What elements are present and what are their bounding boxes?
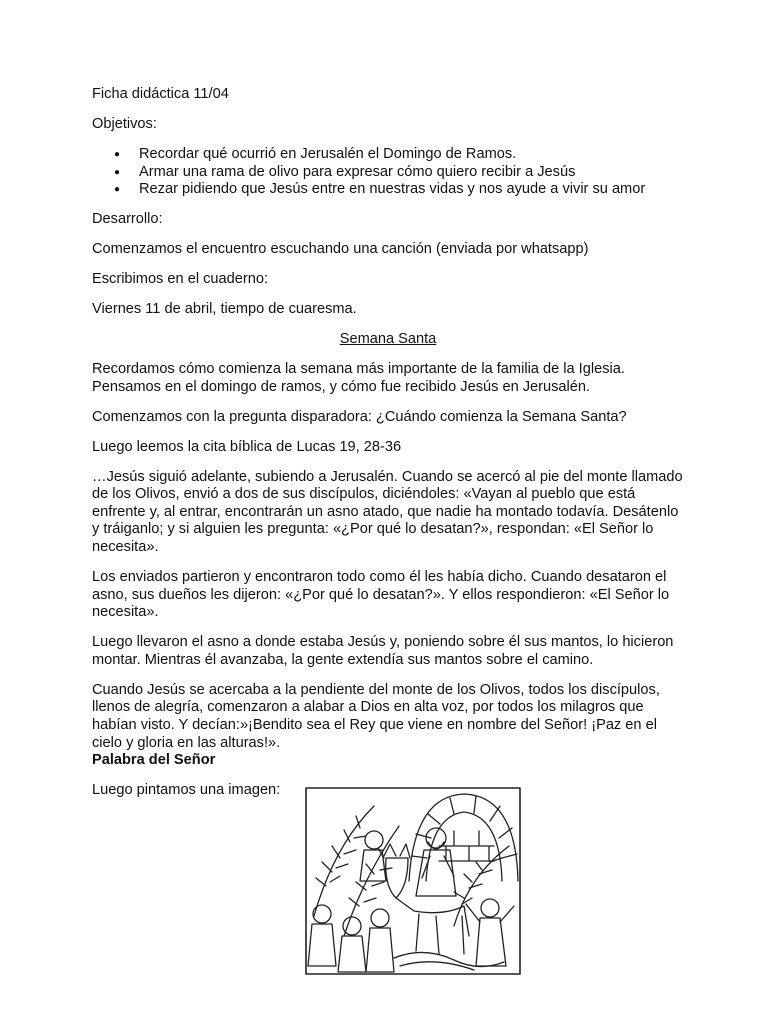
development-label: Desarrollo: <box>92 211 163 228</box>
document-title: Ficha didáctica 11/04 <box>92 86 229 102</box>
paragraph-song: Comenzamos el encuentro escuchando una canción (enviada por whatsapp) <box>92 241 589 258</box>
objectives-label: Objetivos: <box>92 115 157 132</box>
scripture-paragraph: …Jesús siguió adelante, subiendo a Jerusalén. Cuando se acercó al pie del monte llamado de los Olivos, envió a dos de sus discípulos, diciéndoles: «Vayan al pueblo que está enfrente y, al entrar, encontrarán un asno atado, que nadie ha montado todavía. Desátenlo y tráiganlo; y si alguien les pregunta: «¿Por qué lo desatan?», respondan: «El Señor lo necesita». <box>92 468 683 555</box>
section-title: Semana Santa <box>339 331 437 348</box>
paragraph-paint: Luego pintamos una imagen: <box>92 782 281 799</box>
paragraph-notebook: Escribimos en el cuaderno: <box>92 271 269 288</box>
paragraph-remember: Recordamos cómo comienza la semana más importante de la familia de la Iglesia. Pensamos en el domingo de ramos, y cómo fue recibido Jesús en Jerusalén. <box>92 361 625 395</box>
palm-sunday-coloring-image <box>304 786 522 976</box>
scripture-paragraph: Luego llevaron el asno a donde estaba Jesús y, poniendo sobre él sus mantos, lo hicieron montar. Mientras él avanzaba, la gente extendía sus mantos sobre el camino. <box>92 634 674 668</box>
paragraph-date: Viernes 11 de abril, tiempo de cuaresma. <box>92 301 357 318</box>
word-of-lord: Palabra del Señor <box>92 752 216 769</box>
scripture-paragraph: Los enviados partieron y encontraron todo como él les había dicho. Cuando desataron el asno, sus dueños les dijeron: «¿Por qué lo desatan?». Y ellos respondieron: «El Señor lo necesita». <box>92 568 670 621</box>
objectives-list <box>92 146 684 199</box>
objective-item: ● Armar una rama de olivo para expresar cómo quiero recibir a Jesús <box>92 164 684 182</box>
objective-item: ● Recordar qué ocurrió en Jerusalén el Domingo de Ramos. <box>92 146 684 164</box>
scripture-paragraph: Cuando Jesús se acercaba a la pendiente del monte de los Olivos, todos los discípulos, llenos de alegría, comenzaron a alabar a Dios en alta voz, por todos los milagros que habían visto. Y decían:»¡Bendito sea el Rey que viene en nombre del Señor! ¡Paz en el cielo y gloria en las alturas!». <box>92 681 660 751</box>
document-page <box>92 86 684 982</box>
paragraph-reading: Luego leemos la cita bíblica de Lucas 19, 28-36 <box>92 438 402 455</box>
paint-image-row <box>92 782 684 982</box>
paragraph-question: Comenzamos con la pregunta disparadora: ¿Cuándo comienza la Semana Santa? <box>92 408 627 425</box>
objective-item: ● Rezar pidiendo que Jesús entre en nuestras vidas y nos ayude a vivir su amor <box>92 181 684 199</box>
